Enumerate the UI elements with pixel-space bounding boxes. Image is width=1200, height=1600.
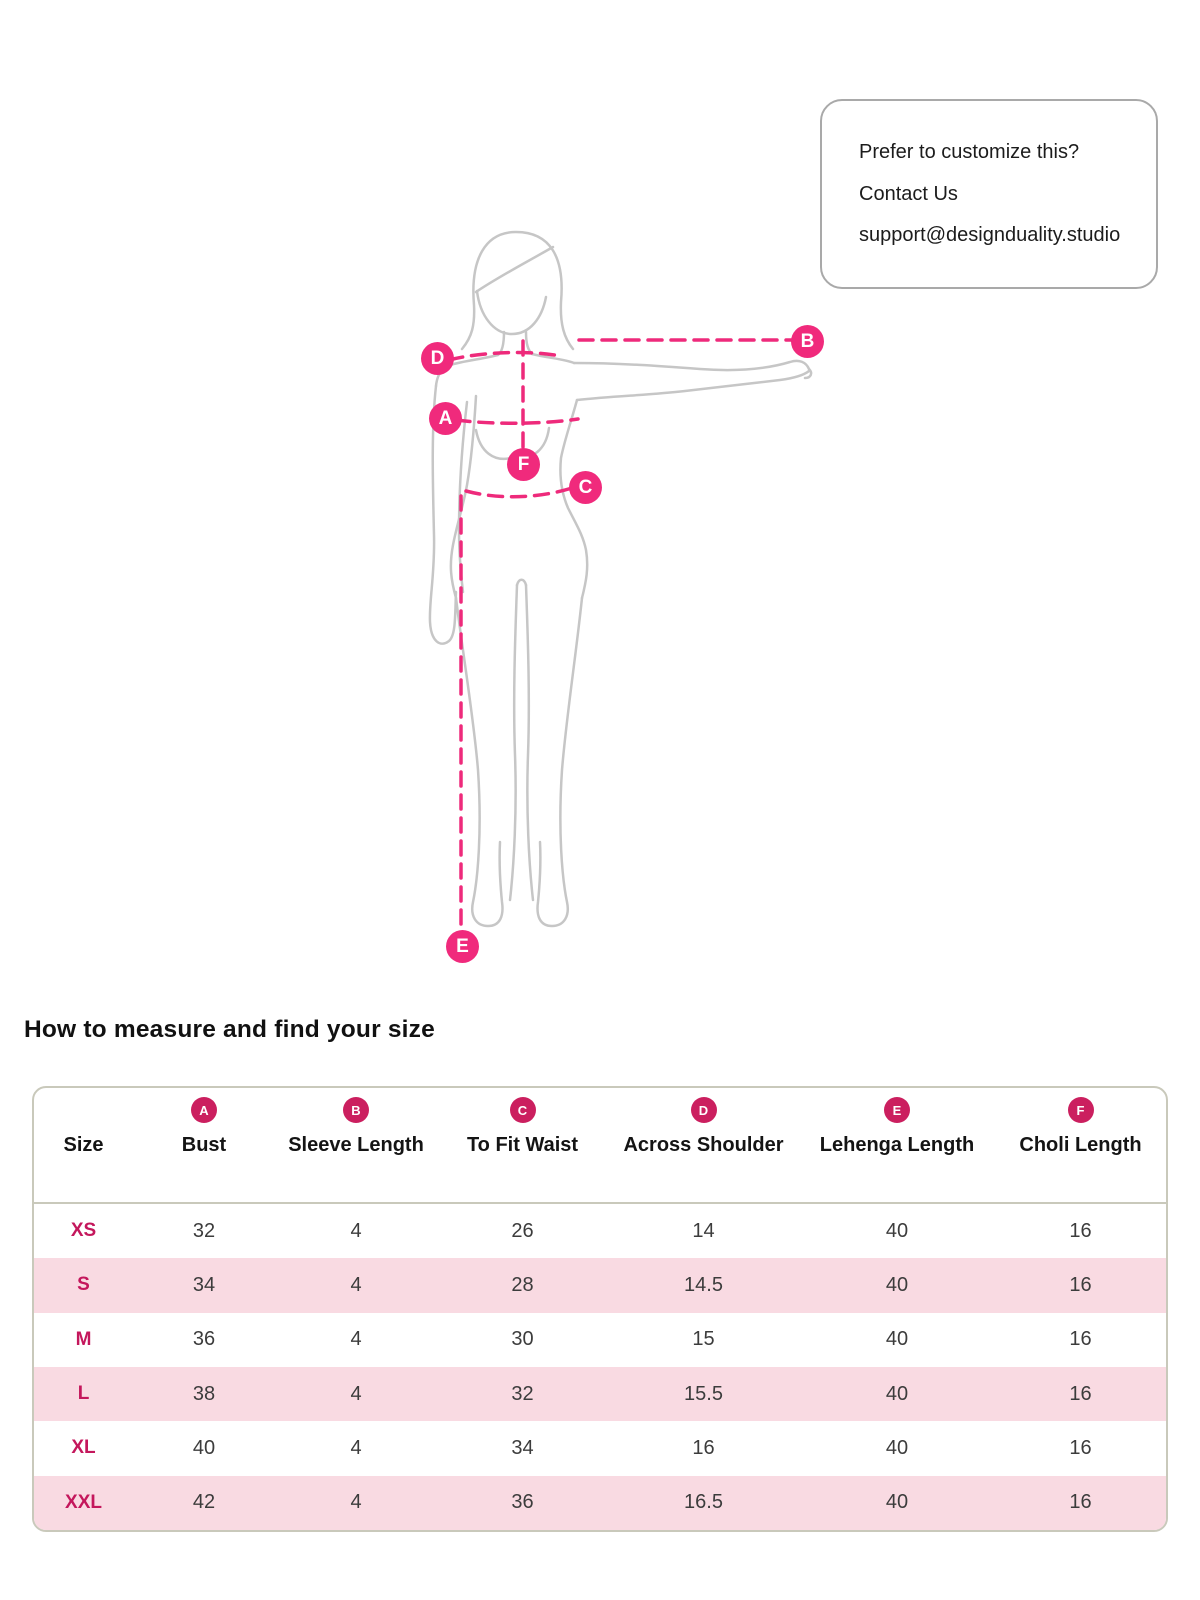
choli-length-value: 16 bbox=[1069, 1328, 1092, 1351]
column-header-choli-length: F Choli Length bbox=[995, 1088, 1166, 1202]
size-chart-table bbox=[32, 1086, 1168, 1532]
column-header-size: Size bbox=[63, 1134, 104, 1156]
choli-length-value: 16 bbox=[1069, 1219, 1092, 1242]
size-label: XS bbox=[70, 1220, 97, 1242]
bust-value: 36 bbox=[192, 1328, 216, 1351]
choli-length-value: 16 bbox=[1069, 1436, 1092, 1459]
marker-a: A bbox=[429, 402, 462, 435]
table-row-s bbox=[34, 1258, 1166, 1312]
sleeve-length-value: 4 bbox=[350, 1328, 362, 1351]
callout-support-email: support@designduality.studio bbox=[859, 224, 1121, 246]
sleeve-length-value: 4 bbox=[350, 1436, 362, 1459]
to-fit-waist-value: 34 bbox=[511, 1436, 534, 1459]
choli-length-value: 16 bbox=[1069, 1273, 1092, 1296]
sleeve-length-value: 4 bbox=[350, 1491, 362, 1514]
table-header-row bbox=[34, 1088, 1166, 1204]
size-label: XL bbox=[71, 1437, 96, 1459]
across-shoulder-value: 16 bbox=[692, 1436, 715, 1459]
lehenga-length-value: 40 bbox=[885, 1491, 909, 1514]
lehenga-length-value: 40 bbox=[885, 1382, 909, 1405]
badge-e-icon: E bbox=[884, 1097, 910, 1123]
table-row-m bbox=[34, 1313, 1166, 1367]
to-fit-waist-value: 36 bbox=[511, 1491, 534, 1514]
to-fit-waist-value: 26 bbox=[511, 1219, 534, 1242]
across-shoulder-value: 15.5 bbox=[684, 1382, 723, 1405]
size-label: L bbox=[77, 1383, 90, 1405]
across-shoulder-value: 16.5 bbox=[684, 1491, 723, 1514]
lehenga-length-value: 40 bbox=[885, 1273, 909, 1296]
marker-e: E bbox=[446, 930, 479, 963]
marker-c: C bbox=[569, 471, 602, 504]
bust-value: 40 bbox=[192, 1436, 216, 1459]
badge-b-icon: B bbox=[343, 1097, 369, 1123]
page-title: How to measure and find your size bbox=[24, 1016, 435, 1043]
badge-d-icon: D bbox=[691, 1097, 717, 1123]
sleeve-length-value: 4 bbox=[350, 1273, 362, 1296]
sleeve-length-value: 4 bbox=[350, 1382, 362, 1405]
marker-d: D bbox=[421, 342, 454, 375]
callout-contact-label: Contact Us bbox=[859, 182, 958, 205]
table-row-xl bbox=[34, 1421, 1166, 1475]
lehenga-length-value: 40 bbox=[885, 1436, 909, 1459]
badge-a-icon: A bbox=[191, 1097, 217, 1123]
sleeve-length-value: 4 bbox=[350, 1219, 362, 1242]
choli-length-value: 16 bbox=[1069, 1491, 1092, 1514]
column-header-across-shoulder: D Across Shoulder bbox=[608, 1088, 799, 1202]
to-fit-waist-value: 28 bbox=[511, 1273, 534, 1296]
column-header-bust: A Bust bbox=[133, 1088, 275, 1202]
marker-f: F bbox=[507, 448, 540, 481]
size-label: XXL bbox=[65, 1491, 102, 1513]
column-header-to-fit-waist: C To Fit Waist bbox=[437, 1088, 608, 1202]
column-header-lehenga-length: E Lehenga Length bbox=[799, 1088, 995, 1202]
lehenga-length-value: 40 bbox=[885, 1328, 909, 1351]
bust-value: 42 bbox=[192, 1491, 216, 1514]
badge-f-icon: F bbox=[1068, 1097, 1094, 1123]
body-outline bbox=[430, 232, 811, 926]
across-shoulder-value: 14.5 bbox=[684, 1273, 723, 1296]
table-row-l bbox=[34, 1367, 1166, 1421]
badge-c-icon: C bbox=[510, 1097, 536, 1123]
table-row-xs bbox=[34, 1204, 1166, 1258]
column-header-sleeve-length: B Sleeve Length bbox=[275, 1088, 437, 1202]
to-fit-waist-value: 32 bbox=[511, 1382, 534, 1405]
bust-value: 32 bbox=[192, 1219, 216, 1242]
to-fit-waist-value: 30 bbox=[511, 1328, 534, 1351]
marker-b: B bbox=[791, 325, 824, 358]
size-label: S bbox=[77, 1274, 90, 1296]
bust-value: 38 bbox=[192, 1382, 216, 1405]
across-shoulder-value: 14 bbox=[692, 1219, 715, 1242]
bust-value: 34 bbox=[192, 1273, 216, 1296]
lehenga-length-value: 40 bbox=[885, 1219, 909, 1242]
across-shoulder-value: 15 bbox=[692, 1328, 715, 1351]
choli-length-value: 16 bbox=[1069, 1382, 1092, 1405]
callout-question: Prefer to customize this? bbox=[859, 141, 1080, 163]
waist-line bbox=[466, 488, 572, 497]
size-label: M bbox=[75, 1328, 92, 1350]
table-row-xxl bbox=[34, 1476, 1166, 1530]
hair-fringe bbox=[476, 247, 553, 292]
